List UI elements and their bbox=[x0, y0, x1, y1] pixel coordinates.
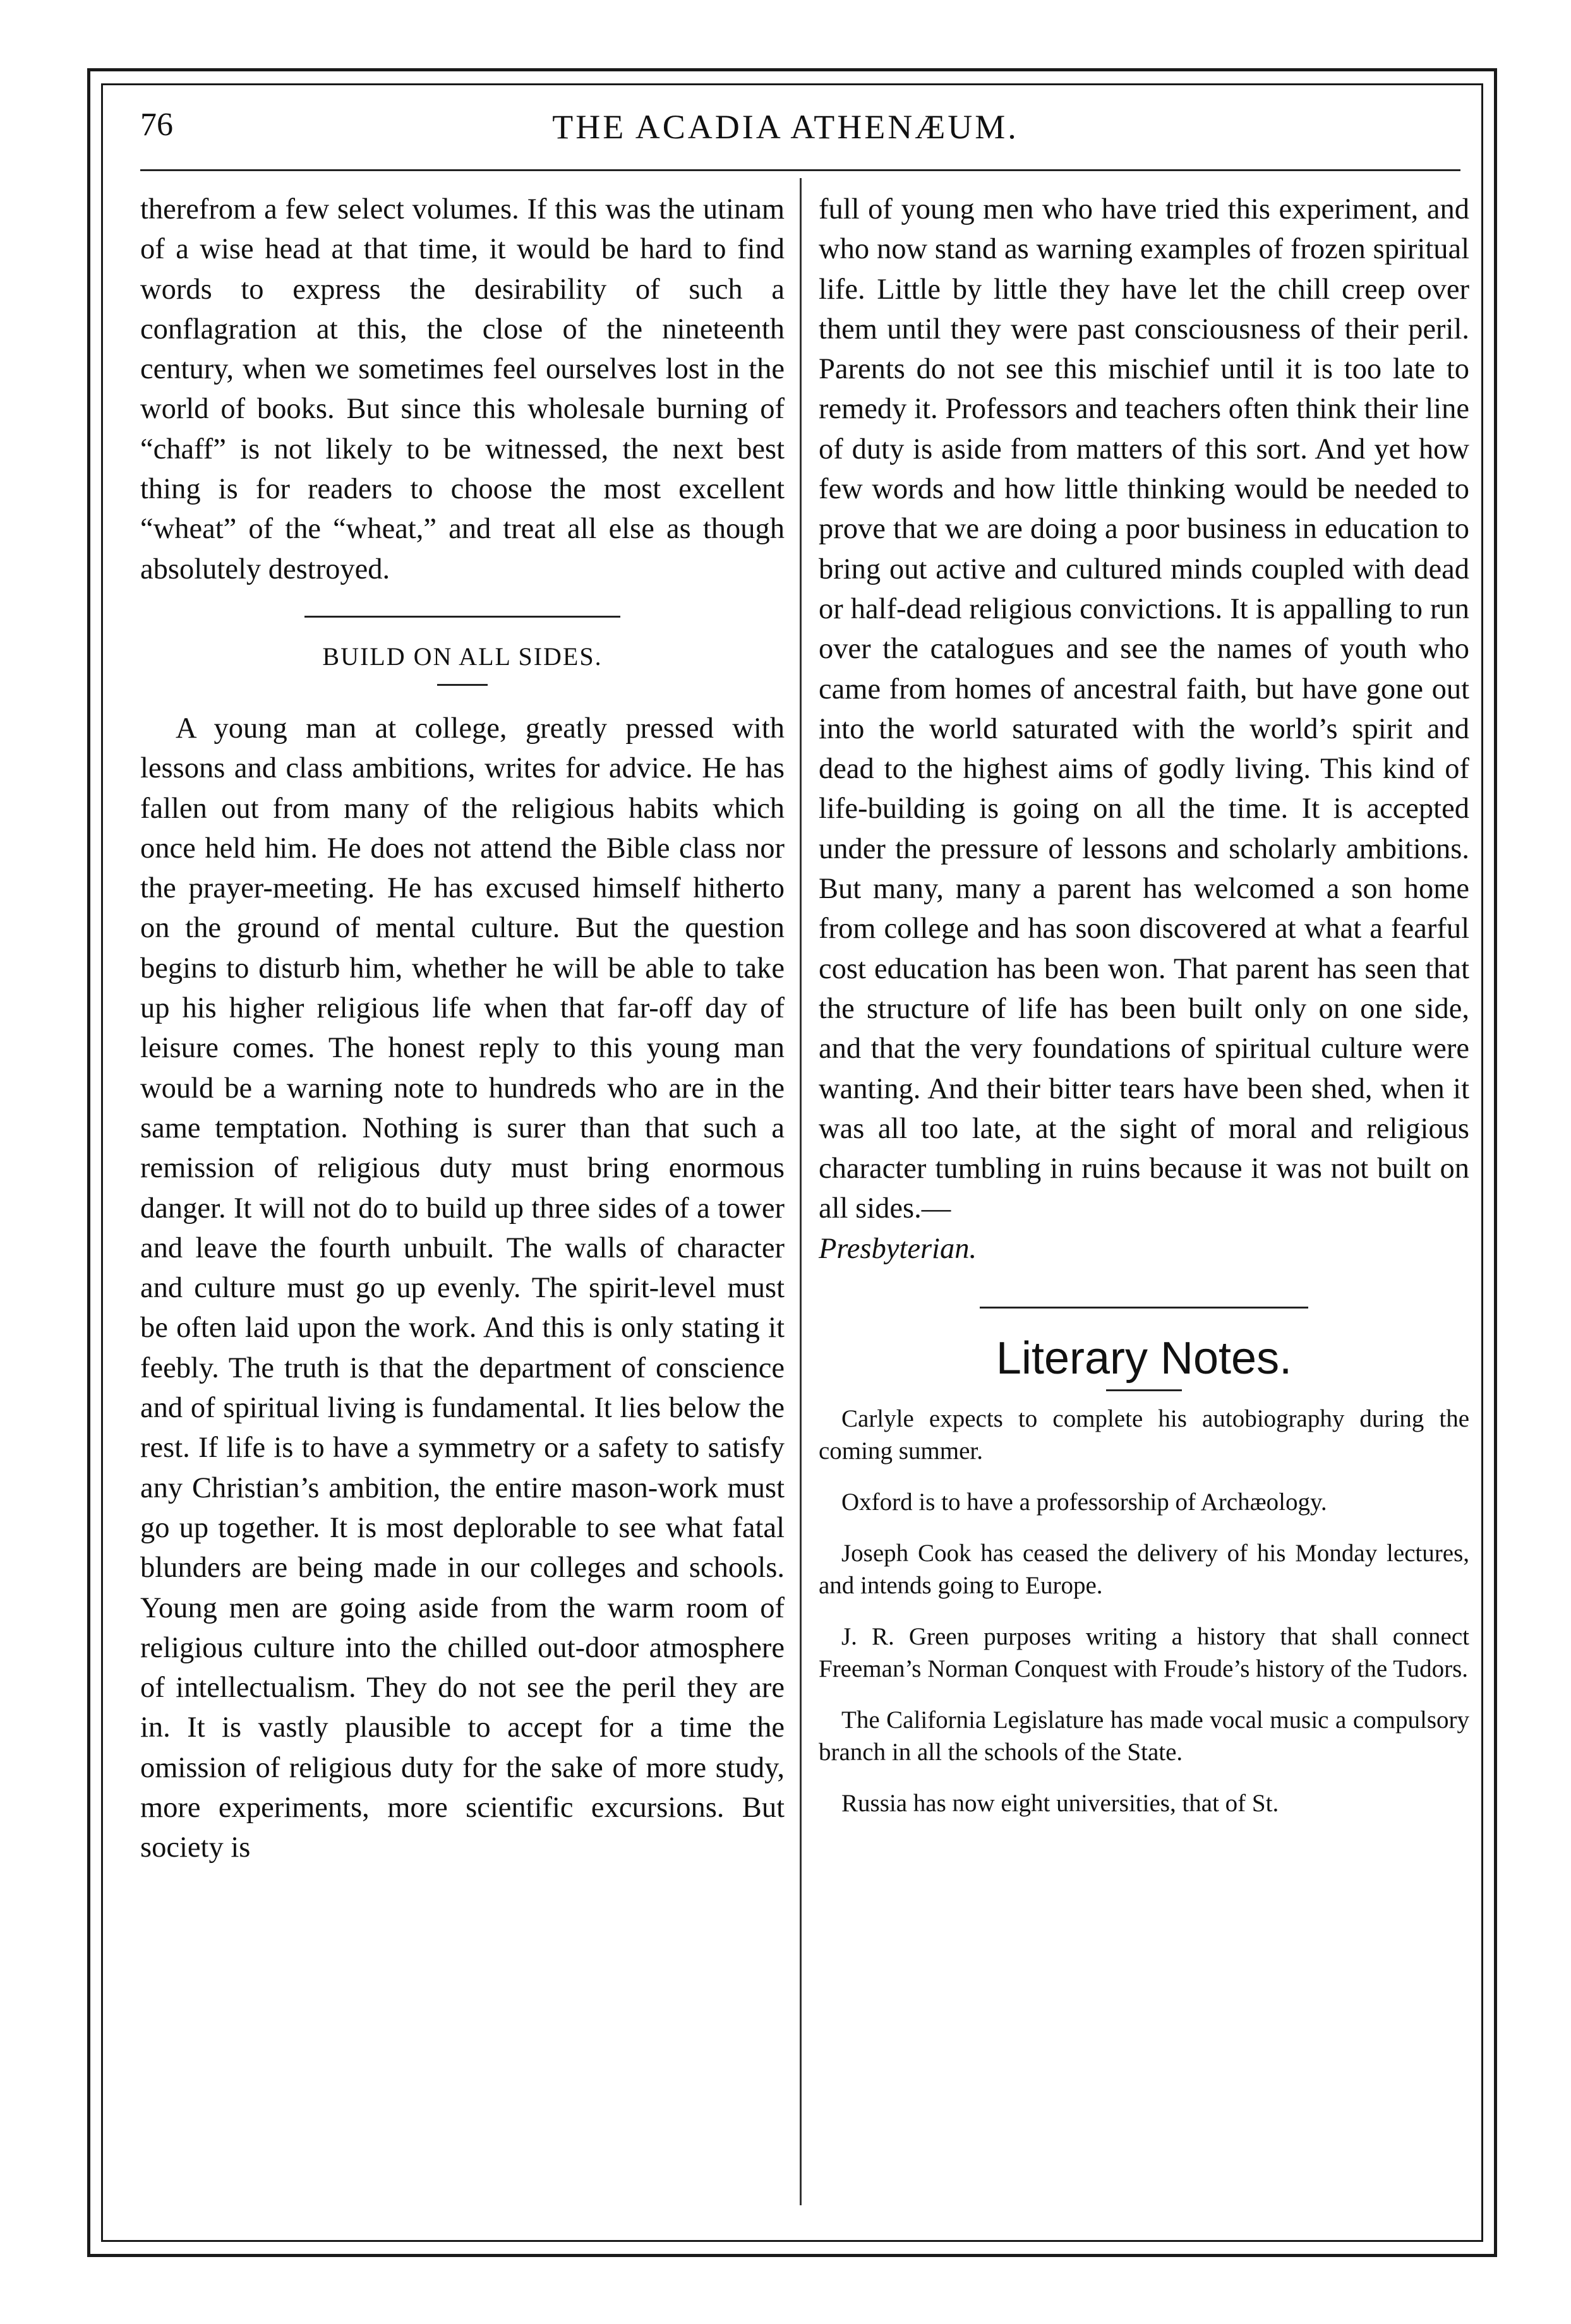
literary-note: Carlyle expects to complete his autobiography during the coming summer. bbox=[819, 1405, 1469, 1465]
right-column bbox=[819, 189, 1469, 1838]
literary-note: J. R. Green purposes writing a history that shall connect Freeman’s Norman Conquest with Froude’s history of the Tudors. bbox=[819, 1623, 1469, 1683]
header-rule bbox=[140, 169, 1460, 171]
page-number: 76 bbox=[140, 107, 173, 143]
notes-heading-rule bbox=[1106, 1389, 1182, 1391]
title-rule bbox=[437, 684, 488, 686]
literary-note: The California Legislature has made vocal music a compulsory branch in all the schools of the State. bbox=[819, 1706, 1469, 1766]
literary-note: Joseph Cook has ceased the delivery of his Monday lectures, and intends going to Europe. bbox=[819, 1540, 1469, 1600]
left-column bbox=[140, 189, 785, 1868]
section-rule-ornament bbox=[980, 1307, 1308, 1309]
article-title: BUILD ON ALL SIDES. bbox=[322, 642, 603, 671]
article-source: Presbyterian. bbox=[819, 1232, 977, 1265]
article-continuation: full of young men who have tried this experiment, and who now stand as warning examples of frozen spiritual life. Little by little they have let the chill creep over them until they were past consciousness of their peril. Parents do not see this mischief until it is too late to remedy it. Professors and teachers often think their line of duty is aside from matters of this sort. And yet how few words and how little thinking would be needed to prove that we are doing a poor business in education to bring out active and cultured minds coupled with dead or half-dead religious convictions. It is appalling to run over the catalogues and see the names of youth who came from homes of ancestral faith, but have gone out into the world saturated with the world’s spirit and dead to the highest aims of godly living. This kind of life-building is going on all the time. It is accepted under the pressure of lessons and scholarly ambitions. But many, many a parent has welcomed a son home from college and has soon discovered at what a fearful cost education has been won. That parent has seen that the structure of life has been built only on one side, and that the very foundations of spiritual culture were wanting. And their bitter tears have been shed, when it was all too late, at the sight of moral and religious character tumbling in ruins because it was not built on all sides.— bbox=[819, 193, 1469, 1225]
notes-heading: Literary Notes. bbox=[996, 1333, 1292, 1384]
section-rule bbox=[304, 616, 620, 618]
continued-paragraph: therefrom a few select volumes. If this was the utinam of a wise head at that time, it would be hard to find words to express the desirability of such a conflagration at this, the close of the nineteenth century, when we sometimes feel ourselves lost in the world of books. But since this wholesale burning of “chaff” is not likely to be witnessed, the next best thing is for readers to choose the most excellent “wheat” of the “wheat,” and treat all else as though absolutely destroyed. bbox=[140, 193, 785, 585]
article-body: A young man at college, greatly pressed with lessons and class ambitions, writes for advice. He has fallen out from many of the religious habits which once held him. He does not attend the Bible class nor the prayer-meeting. He has excused himself hitherto on the ground of mental culture. But the question begins to disturb him, whether he will be able to take up his higher religious life when that far-off day of leisure comes. The honest reply to this young man would be a warning note to hundreds who are in the same temptation. Nothing is surer than that such a remission of religious duty must bring enormous danger. It will not do to build up three sides of a tower and leave the fourth unbuilt. The walls of character and culture must go up evenly. The spirit-level must be often laid upon the work. And this is only stating it feebly. The truth is that the department of conscience and of spiritual living is fundamental. It lies below the rest. If life is to have a symmetry or a safety to satisfy any Christian’s ambition, the entire mason-work must go up together. It is most deplorable to see what fatal blunders are being made in our colleges and schools. Young men are going aside from the warm room of religious culture into the chilled out-door atmosphere of intellectualism. They do not see the peril they are in. It is vastly plausible to accept for a time the omission of religious duty for the sake of more study, more experiments, more scientific excursions. But society is bbox=[140, 712, 785, 1864]
running-title: THE ACADIA ATHENÆUM. bbox=[552, 108, 1019, 146]
column-divider bbox=[800, 178, 802, 2205]
literary-note: Oxford is to have a professorship of Archæology. bbox=[841, 1488, 1327, 1516]
literary-note: Russia has now eight universities, that of St. bbox=[841, 1790, 1279, 1818]
